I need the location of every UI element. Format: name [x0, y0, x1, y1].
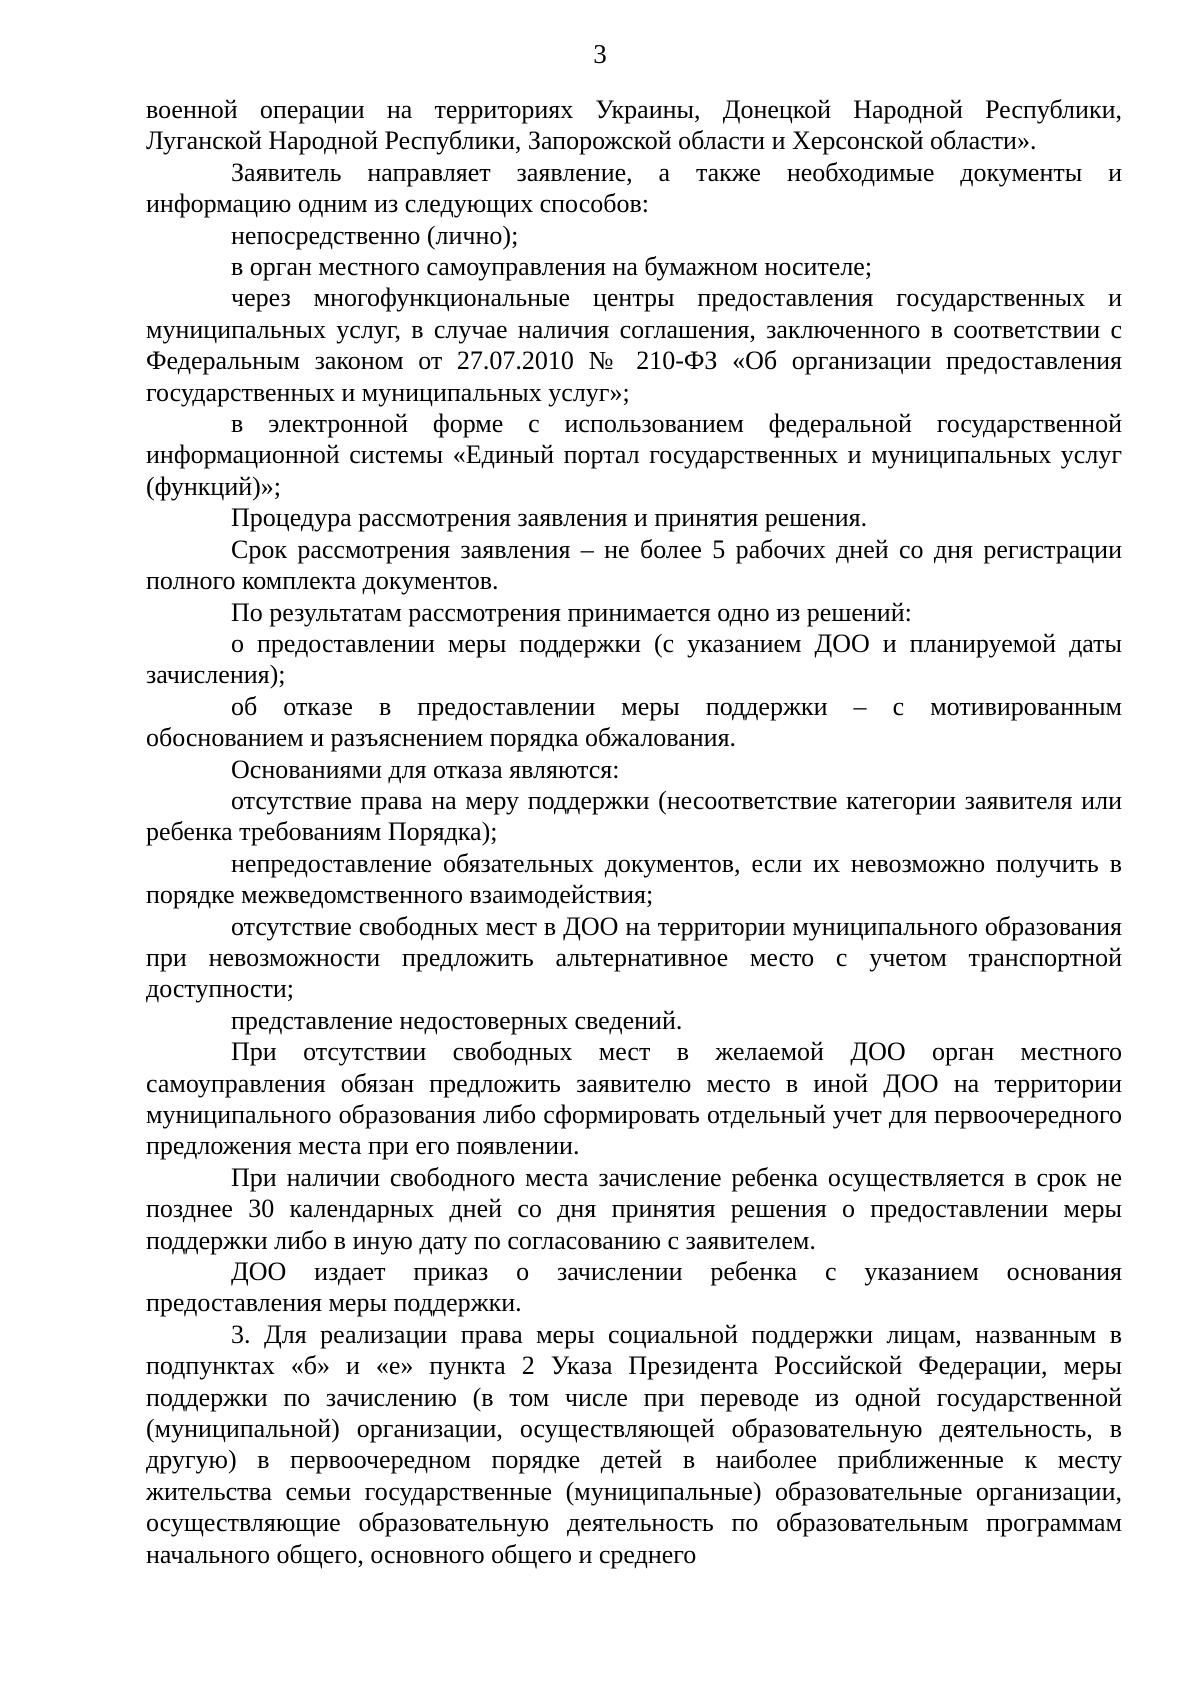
paragraph: о предоставлении меры поддержки (с указанием ДОО и планируемой даты зачисления);	[146, 628, 1122, 690]
paragraph: Срок рассмотрения заявления – не более 5 рабочих дней со дня регистрации полного комплекта документов.	[146, 534, 1122, 596]
paragraph: Основаниями для отказа являются:	[231, 754, 620, 784]
paragraph: в электронной форме с использованием федеральной государственной информационной системы «Единый портал государственных и муниципальных услуг (функций)»;	[146, 409, 1122, 501]
paragraph: По результатам рассмотрения принимается одно из решений:	[231, 597, 912, 627]
paragraph: военной операции на территориях Украины, Донецкой Народной Республики, Луганской Народной Республики, Запорожской области и Херсонской области».	[146, 95, 1122, 156]
paragraph: отсутствие права на меру поддержки (несоответствие категории заявителя или ребенка требованиям Порядка);	[146, 785, 1122, 847]
paragraph: непосредственно (лично);	[231, 220, 519, 250]
paragraph: в орган местного самоуправления на бумажном носителе;	[231, 252, 873, 282]
paragraph: представление недостоверных сведений.	[231, 1005, 683, 1035]
paragraph: непредоставление обязательных документов, если их невозможно получить в порядке межведомственного взаимодействия;	[146, 848, 1122, 910]
paragraph: через многофункциональные центры предоставления государственных и муниципальных услуг, в случае наличия соглашения, заключенного в соответствии с Федеральным законом от 27.07.2010 № 210-ФЗ «Об организации предоставления государственных и муниципальных услуг»;	[146, 283, 1122, 407]
paragraph: При наличии свободного места зачисление ребенка осуществляется в срок не позднее 30 календарных дней со дня принятия решения о предоставлении меры поддержки либо в иную дату по согласованию с заявителем.	[146, 1162, 1122, 1255]
document-body	[146, 94, 1122, 1570]
paragraph: При отсутствии свободных мест в желаемой ДОО орган местного самоуправления обязан предложить заявителю место в иной ДОО на территории муниципального образования либо сформировать отдельный учет для первоочередного предложения места при его появлении.	[146, 1037, 1122, 1161]
paragraph: Процедура рассмотрения заявления и принятия решения.	[231, 503, 868, 533]
paragraph: 3. Для реализации права меры социальной поддержки лицам, названным в подпунктах «б» и «е» пункта 2 Указа Президента Российской Федерации, меры поддержки по зачислению (в том числе при переводе из одной государственной (муниципальной) организации, осуществляющей образовательную деятельность, в другую) в первоочередном порядке детей в наиболее приближенные к месту жительства семьи государственные (муниципальные) образовательные организации, осуществляющие образовательную деятельность по образовательным программам начального общего, основного общего и среднего	[146, 1319, 1122, 1569]
page-number: 3	[593, 39, 607, 69]
paragraph: Заявитель направляет заявление, а также необходимые документы и информацию одним из следующих способов:	[146, 157, 1122, 219]
paragraph: отсутствие свободных мест в ДОО на территории муниципального образования при невозможности предложить альтернативное место с учетом транспортной доступности;	[146, 911, 1122, 1004]
paragraph: ДОО издает приказ о зачислении ребенка с указанием основания предоставления меры поддержки.	[146, 1257, 1122, 1318]
paragraph: об отказе в предоставлении меры поддержки – с мотивированным обоснованием и разъяснением порядка обжалования.	[146, 691, 1122, 753]
